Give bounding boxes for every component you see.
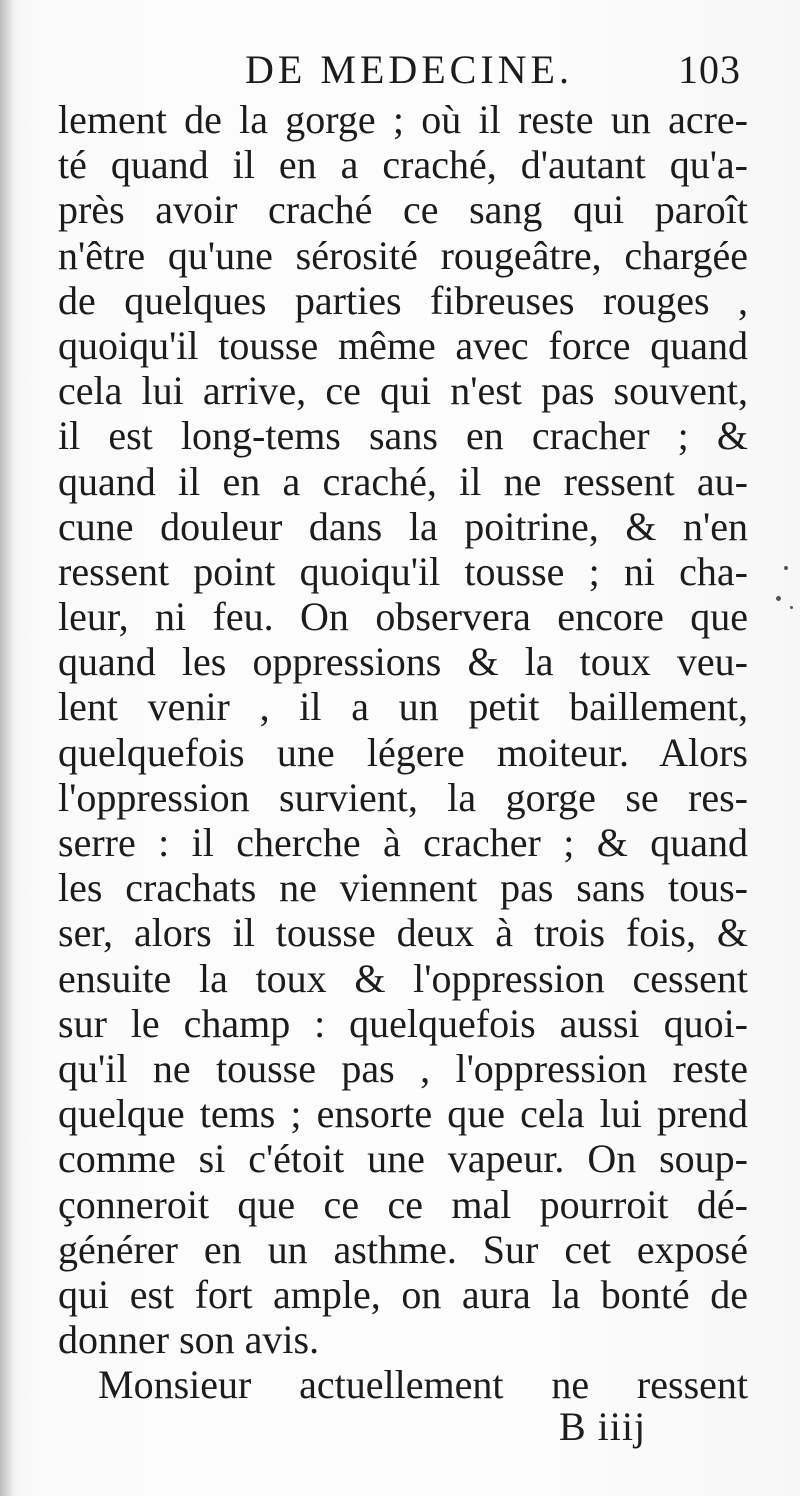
text-line: ser, alors il tousse deux à trois fois, & (58, 910, 748, 956)
ink-speck (776, 596, 781, 601)
text-line: quelquefois une légere moiteur. Alors (58, 729, 748, 775)
text-line: lement de la gorge ; où il reste un acre- (58, 97, 748, 142)
text-line: cune douleur dans la poitrine, & n'en (58, 503, 748, 549)
text-line: qui est fort ample, on aura la bonté de (58, 1271, 748, 1317)
text-line: qu'il ne tousse pas , l'oppression reste (58, 1045, 748, 1091)
text-line: il est long-tems sans en cracher ; & (58, 413, 748, 459)
text-line: serre : il cherche à cracher ; & quand (58, 820, 748, 865)
text-line: quand les oppressions & la toux veu- (58, 639, 748, 685)
text-line-paragraph-end: donner son avis. (58, 1317, 320, 1363)
text-line-new-paragraph: Monsieur actuellement ne ressent (98, 1362, 748, 1408)
text-line: cela lui arrive, ce qui n'est pas souvent, (58, 368, 748, 414)
running-head-title: DE MEDECINE. (245, 47, 573, 92)
text-line: près avoir craché ce sang qui paroît (58, 187, 748, 233)
text-line: les crachats ne viennent pas sans tous- (58, 865, 748, 911)
text-line: leur, ni feu. On observera encore que (58, 594, 748, 640)
text-line: générer en un asthme. Sur cet exposé (58, 1226, 748, 1272)
text-line: quelque tems ; ensorte que cela lui prend (58, 1091, 748, 1137)
text-line: sur le champ : quelquefois aussi quoi- (58, 1000, 748, 1046)
signature-mark: B iiij (559, 1404, 647, 1449)
text-line: l'oppression survient, la gorge se res- (58, 774, 748, 820)
text-line: de quelques parties fibreuses rouges , (58, 277, 748, 323)
text-line: quoiqu'il tousse même avec force quand (58, 322, 748, 368)
text-line: lent venir , il a un petit baillement, (58, 684, 748, 730)
binding-shadow (0, 0, 14, 1496)
page-number: 103 (678, 47, 741, 92)
ink-speck (784, 566, 788, 570)
text-line: n'être qu'une sérosité rougeâtre, chargée (58, 232, 748, 278)
text-line: çonneroit que ce ce mal pourroit dé- (58, 1181, 748, 1227)
text-line: ressent point quoiqu'il tousse ; ni cha- (58, 548, 748, 594)
text-line: quand il en a craché, il ne ressent au- (58, 458, 748, 504)
body-text (58, 97, 748, 1407)
text-line: té quand il en a craché, d'autant qu'a- (58, 142, 748, 188)
ink-speck (790, 606, 793, 609)
text-line: comme si c'étoit une vapeur. On soup- (58, 1136, 748, 1182)
text-line: ensuite la toux & l'oppression cessent (58, 955, 748, 1001)
